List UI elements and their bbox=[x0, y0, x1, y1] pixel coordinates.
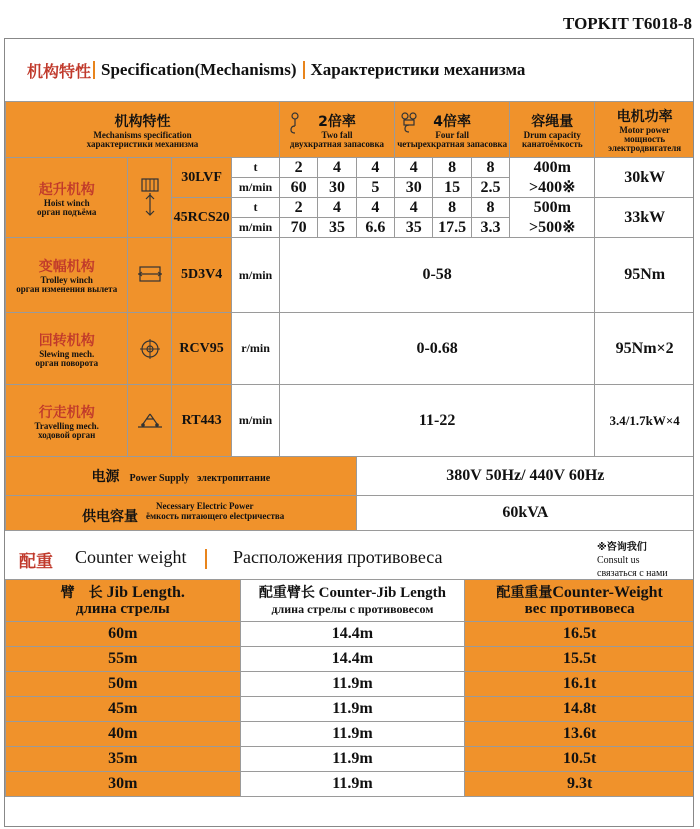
trolley-power: 95Nm bbox=[595, 238, 694, 313]
drum-capacity-cell bbox=[510, 158, 595, 198]
counter-weight-cell: 16.5t bbox=[465, 622, 694, 647]
mech-head-cn: 机构特性 bbox=[114, 113, 171, 130]
capacity-value: 60kVA bbox=[356, 496, 694, 531]
travelling-speed: 11-22 bbox=[279, 385, 594, 457]
hoist-model-2: 45RCS20 bbox=[172, 198, 232, 238]
value-cell: 8 bbox=[433, 158, 471, 178]
cw-col-counter-jib-en: Counter-Jib Length bbox=[318, 584, 446, 601]
counter-weight-cell: 10.5t bbox=[465, 747, 694, 772]
counter-weight-cn: 配重 bbox=[19, 552, 53, 572]
cw-col-weight-ru: вес противовеса bbox=[524, 601, 635, 617]
capacity-ru: ёмкость питающего electричества bbox=[146, 511, 285, 521]
capacity-en: Necessary Electric Power bbox=[156, 501, 254, 511]
value-cell: 2 bbox=[279, 158, 317, 178]
table-row bbox=[6, 722, 695, 747]
counter-weight-header bbox=[5, 539, 694, 579]
mech-head-cell bbox=[6, 102, 280, 158]
table-row bbox=[6, 672, 695, 697]
unit-cell: t bbox=[232, 198, 280, 218]
table-row bbox=[6, 697, 695, 722]
slewing-speed: 0-0.68 bbox=[279, 313, 594, 385]
trolley-speed: 0-58 bbox=[279, 238, 594, 313]
table-row bbox=[6, 385, 695, 457]
value-cell: 15 bbox=[433, 178, 471, 198]
model-title: TOPKIT T6018-8 bbox=[563, 14, 692, 33]
value-cell: 70 bbox=[279, 218, 317, 238]
travelling-power: 3.4/1.7kW×4 bbox=[595, 385, 694, 457]
capacity-cn: 供电容量 bbox=[82, 509, 138, 525]
motor-head-en: Motor power bbox=[619, 125, 670, 135]
value-cell: 4 bbox=[356, 198, 394, 218]
value-cell: 8 bbox=[471, 198, 509, 218]
two-fall-head bbox=[279, 102, 394, 158]
spec-header-en: Specification(Mechanisms) bbox=[101, 60, 297, 79]
drum-head-ru: канатоёмкость bbox=[521, 138, 583, 149]
travelling-cn: 行走机构 bbox=[38, 404, 95, 421]
two-fall-en: Two fall bbox=[321, 129, 353, 140]
value-cell: 2.5 bbox=[471, 178, 509, 198]
jib-length-cell: 35m bbox=[6, 747, 241, 772]
drum-value-extra: >400※ bbox=[529, 178, 576, 196]
four-fall-head bbox=[395, 102, 510, 158]
value-cell: 30 bbox=[318, 178, 356, 198]
consult-cn: ※咨询我们 bbox=[597, 542, 647, 553]
cw-col-jib-cn: 臂 长 bbox=[60, 585, 103, 601]
table-row bbox=[6, 457, 695, 496]
cw-col-jib-en: Jib Length. bbox=[106, 584, 185, 601]
cw-col-weight-cn: 配重重量 bbox=[496, 585, 553, 601]
drum-value: 500m bbox=[533, 198, 571, 216]
counter-jib-cell: 11.9m bbox=[240, 672, 465, 697]
cw-col-weight bbox=[465, 580, 694, 622]
drum-head bbox=[510, 102, 595, 158]
travelling-en: Travelling mech. bbox=[34, 420, 99, 431]
hoist-cn: 起升机构 bbox=[38, 181, 95, 198]
slewing-power: 95Nm×2 bbox=[595, 313, 694, 385]
cw-col-counter-jib bbox=[240, 580, 465, 622]
slewing-ru: орган поворота bbox=[35, 357, 99, 368]
counter-weight-cell: 15.5t bbox=[465, 647, 694, 672]
trolley-ru: орган изменения вылета bbox=[16, 284, 118, 294]
power-supply-cn: 电源 bbox=[91, 469, 120, 485]
jib-length-cell: 40m bbox=[6, 722, 241, 747]
power-supply-en: Power Supply bbox=[129, 473, 190, 484]
value-cell: 4 bbox=[318, 198, 356, 218]
trolley-icon bbox=[128, 238, 172, 313]
unit-cell: m/min bbox=[232, 385, 280, 457]
table-row bbox=[6, 496, 695, 531]
power-supply-label bbox=[6, 457, 357, 496]
unit-cell: r/min bbox=[232, 313, 280, 385]
trolley-label-cell bbox=[6, 238, 128, 313]
counter-jib-cell: 11.9m bbox=[240, 772, 465, 797]
counter-weight-cell: 9.3t bbox=[465, 772, 694, 797]
table-row bbox=[6, 647, 695, 672]
spec-section-header bbox=[5, 39, 694, 101]
trolley-model: 5D3V4 bbox=[172, 238, 232, 313]
value-cell: 17.5 bbox=[433, 218, 471, 238]
value-cell: 4 bbox=[395, 198, 433, 218]
counter-jib-cell: 11.9m bbox=[240, 747, 465, 772]
consult-en: Consult us bbox=[597, 555, 640, 566]
four-fall-cn: 4倍率 bbox=[433, 113, 472, 130]
jib-length-cell: 50m bbox=[6, 672, 241, 697]
two-fall-cn: 2倍率 bbox=[318, 113, 356, 130]
value-cell: 4 bbox=[395, 158, 433, 178]
slewing-icon bbox=[128, 313, 172, 385]
drum-value: 400m bbox=[533, 158, 571, 176]
jib-length-cell: 55m bbox=[6, 647, 241, 672]
drum-value-extra: >500※ bbox=[529, 218, 576, 236]
slewing-label-cell bbox=[6, 313, 128, 385]
counter-weight-ru: Расположения противовеса bbox=[233, 547, 443, 567]
value-cell: 8 bbox=[471, 158, 509, 178]
value-cell: 30 bbox=[395, 178, 433, 198]
capacity-label bbox=[6, 496, 357, 531]
header-divider bbox=[303, 61, 305, 79]
trolley-cn: 变幅机构 bbox=[38, 259, 95, 275]
counter-weight-en: Counter weight bbox=[75, 547, 187, 567]
spec-header-ru: Характеристики механизма bbox=[310, 60, 526, 79]
counter-weight-table bbox=[5, 579, 694, 797]
motor-head bbox=[595, 102, 694, 158]
hoist-label-cell bbox=[6, 158, 128, 238]
value-cell: 35 bbox=[318, 218, 356, 238]
value-cell: 6.6 bbox=[356, 218, 394, 238]
counter-weight-cell: 16.1t bbox=[465, 672, 694, 697]
value-cell: 8 bbox=[433, 198, 471, 218]
slewing-cn: 回转机构 bbox=[38, 332, 95, 349]
unit-cell: t bbox=[232, 158, 280, 178]
jib-length-cell: 45m bbox=[6, 697, 241, 722]
table-row bbox=[6, 747, 695, 772]
value-cell: 3.3 bbox=[471, 218, 509, 238]
power-supply-ru: электропитание bbox=[197, 473, 271, 484]
motor-head-cn: 电机功率 bbox=[616, 109, 673, 125]
cw-header-row bbox=[6, 580, 695, 622]
cw-col-counter-jib-ru: длина стрелы с противовесом bbox=[271, 601, 434, 616]
power-supply-value: 380V 50Hz/ 440V 60Hz bbox=[356, 457, 694, 496]
mech-head-ru: характеристики механизма bbox=[86, 138, 199, 149]
table-row bbox=[6, 622, 695, 647]
value-cell: 35 bbox=[395, 218, 433, 238]
spec-sheet bbox=[4, 38, 694, 827]
value-cell: 4 bbox=[318, 158, 356, 178]
counter-jib-cell: 14.4m bbox=[240, 622, 465, 647]
value-cell: 5 bbox=[356, 178, 394, 198]
hoist-ru: орган подъёма bbox=[37, 206, 97, 217]
motor-power-cell: 33kW bbox=[595, 198, 694, 238]
value-cell: 60 bbox=[279, 178, 317, 198]
unit-cell: m/min bbox=[232, 218, 280, 238]
hoist-winch-icon bbox=[128, 158, 172, 238]
motor-power-cell: 30kW bbox=[595, 158, 694, 198]
drum-head-en: Drum capacity bbox=[523, 129, 581, 140]
drum-capacity-cell bbox=[510, 198, 595, 238]
jib-length-cell: 60m bbox=[6, 622, 241, 647]
value-cell: 4 bbox=[356, 158, 394, 178]
table-row bbox=[6, 772, 695, 797]
cw-col-jib-ru: длина стрелы bbox=[75, 601, 170, 617]
consult-note bbox=[597, 541, 668, 580]
hoist-model-1: 30LVF bbox=[172, 158, 232, 198]
mech-head-en: Mechanisms specification bbox=[93, 129, 192, 140]
travelling-ru: ходовой орган bbox=[38, 429, 96, 440]
hoist-en: Hoist winch bbox=[43, 197, 90, 208]
consult-ru: связаться с нами bbox=[597, 568, 668, 579]
four-fall-en: Four fall bbox=[435, 129, 469, 140]
counter-jib-cell: 11.9m bbox=[240, 697, 465, 722]
travelling-icon bbox=[128, 385, 172, 457]
motor-head-ru: мощность электродвигателя bbox=[608, 134, 682, 153]
unit-cell: m/min bbox=[232, 238, 280, 313]
travelling-label-cell bbox=[6, 385, 128, 457]
header-divider bbox=[93, 61, 95, 79]
mechanisms-table bbox=[5, 101, 694, 531]
hook-4-fall-icon bbox=[399, 112, 419, 134]
counter-weight-cell: 13.6t bbox=[465, 722, 694, 747]
counter-weight-cell: 14.8t bbox=[465, 697, 694, 722]
trolley-en: Trolley winch bbox=[40, 275, 93, 285]
cw-col-counter-jib-cn: 配重臂长 bbox=[258, 584, 315, 601]
header-divider bbox=[205, 549, 207, 569]
hook-2-fall-icon bbox=[288, 112, 302, 134]
cw-col-weight-en: Counter-Weight bbox=[552, 584, 663, 601]
drum-head-cn: 容绳量 bbox=[531, 113, 574, 130]
slewing-en: Slewing mech. bbox=[39, 348, 95, 359]
spec-header-cn: 机构特性 bbox=[27, 61, 92, 81]
value-cell: 2 bbox=[279, 198, 317, 218]
two-fall-ru: двухкратная запасовка bbox=[289, 138, 385, 149]
slewing-model: RCV95 bbox=[172, 313, 232, 385]
table-row bbox=[6, 313, 695, 385]
table-row bbox=[6, 158, 695, 178]
counter-jib-cell: 14.4m bbox=[240, 647, 465, 672]
table-row bbox=[6, 238, 695, 313]
four-fall-ru: четырехкратная запасовка bbox=[397, 138, 508, 149]
travelling-model: RT443 bbox=[172, 385, 232, 457]
table-header-row bbox=[6, 102, 695, 158]
unit-cell: m/min bbox=[232, 178, 280, 198]
cw-col-jib bbox=[6, 580, 241, 622]
counter-jib-cell: 11.9m bbox=[240, 722, 465, 747]
jib-length-cell: 30m bbox=[6, 772, 241, 797]
